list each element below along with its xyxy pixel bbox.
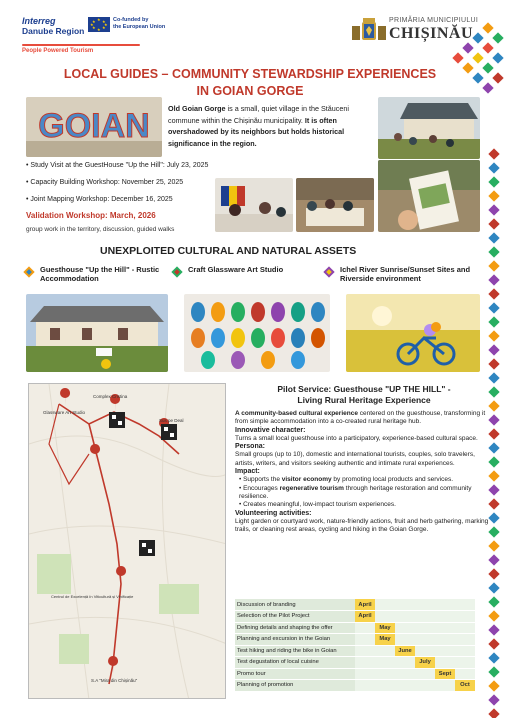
schedule-row: [235, 645, 475, 657]
embroidery-diamond: [488, 708, 499, 718]
schedule-cell: [395, 668, 415, 680]
embroidery-diamond: [488, 218, 499, 229]
diamond-bullet-icon: [170, 265, 184, 279]
embroidery-diamond: [488, 428, 499, 439]
map-label-bus: S.A "Mira din Chișinău": [91, 678, 138, 683]
schedule-row: [235, 680, 475, 692]
schedule-table: [235, 599, 475, 692]
embroidery-diamond: [488, 582, 499, 593]
map-label-centre: Centrul de Excelență în Viticultură și Vinificație: [51, 594, 134, 599]
interreg-logo: [22, 16, 84, 36]
asset-guesthouse-label: Guesthouse "Up the Hill" - Rustic Accommodation: [40, 265, 160, 283]
impact-heading: Impact:: [235, 468, 260, 476]
assets-section-title: UNEXPLOITED CULTURAL AND NATURAL ASSETS: [100, 245, 357, 257]
embroidery-diamond: [488, 512, 499, 523]
innovative-text: Turns a small local guesthouse into a participatory, experience-based cultural space.: [235, 434, 478, 442]
workshop-photo-1: [215, 178, 293, 232]
eu-line2: the European Union: [113, 24, 166, 30]
embroidery-diamond: [488, 442, 499, 453]
riverside-photo: [346, 294, 480, 372]
chisinau-crest-icon: [350, 16, 388, 46]
schedule-cell: [355, 668, 375, 680]
embroidery-diamond: [488, 288, 499, 299]
workshop-photo-2: [296, 178, 374, 232]
schedule-cell: [435, 657, 455, 669]
schedule-cell: [395, 657, 415, 669]
asset-guesthouse: [22, 265, 162, 283]
pilot-title-line2: Living Rural Heritage Experience: [297, 395, 431, 405]
schedule-cell: [375, 611, 395, 623]
pilot-intro-bold: A community-based cultural experience: [235, 410, 358, 417]
glassware-photo: [184, 294, 330, 372]
title-line1: LOCAL GUIDES – COMMUNITY STEWARDSHIP EXPERIENCES: [63, 67, 437, 81]
guesthouse-photo: [26, 294, 168, 372]
embroidery-diamond: [488, 246, 499, 257]
impact-item: • Creates meaningful, low-impact tourism experiences.: [239, 501, 490, 509]
schedule-cell: [455, 622, 475, 634]
schedule-cell: [455, 645, 475, 657]
guesthouse-gathering-photo: [378, 97, 480, 159]
schedule-cell: [375, 680, 395, 692]
embroidery-diamond: [488, 624, 499, 635]
brochure-photo: [378, 160, 480, 232]
people-powered-tourism: [22, 44, 140, 54]
volunteering-heading: Volunteering activities:: [235, 509, 312, 517]
embroidery-diamond: [488, 456, 499, 467]
diamond-bullet-icon: [322, 265, 336, 279]
embroidery-diamond: [488, 274, 499, 285]
schedule-cell: [455, 668, 475, 680]
schedule-cell: [355, 680, 375, 692]
schedule-month: April: [355, 599, 375, 611]
embroidery-border-decoration: [486, 148, 502, 718]
schedule-month: June: [395, 645, 415, 657]
intro-bold-start: Old Goian Gorge: [168, 104, 226, 113]
pilot-description: [235, 410, 490, 534]
embroidery-diamond: [488, 232, 499, 243]
people-powered-text: People Powered Tourism: [22, 48, 94, 54]
schedule-row: [235, 634, 475, 646]
embroidery-diamond: [488, 204, 499, 215]
intro-bold-end: It is often overshadowed by its neighbors but holds historical significance in the region.: [168, 115, 345, 148]
city-name: CHIȘINĂU: [389, 25, 474, 42]
embroidery-diamond: [488, 302, 499, 313]
event-item: • Capacity Building Workshop: November 25, 2025: [26, 177, 221, 189]
map-label-studio: Glassware Art Studio: [43, 410, 86, 415]
embroidery-diamond: [488, 680, 499, 691]
impact-item: • Encourages regenerative tourism through heritage restoration and community resilience.: [239, 485, 490, 502]
embroidery-diamond: [488, 316, 499, 327]
embroidery-diamond: [488, 484, 499, 495]
schedule-row: [235, 611, 475, 623]
schedule-cell: [435, 611, 455, 623]
interreg-line2: Danube Region: [22, 26, 85, 36]
schedule-row: [235, 599, 475, 611]
schedule-cell: [355, 645, 375, 657]
schedule-cell: [375, 599, 395, 611]
pilot-title: [244, 384, 484, 406]
asset-glass-studio-label: Craft Glassware Art Studio: [188, 265, 284, 274]
schedule-row: [235, 668, 475, 680]
map-label-sus: Sus pe Deal: [159, 418, 184, 423]
embroidery-diamond: [488, 176, 499, 187]
map-label-complex: Complex Cristina: [93, 394, 128, 399]
schedule-month: July: [415, 657, 435, 669]
schedule-month: April: [355, 611, 375, 623]
eu-line1: Co-funded by: [113, 17, 149, 23]
persona-text: Small groups (up to 10), domestic and international tourists, couples, solo travelers, artists, writers, and visitors seeking authentic and intimate rural experiences.: [235, 451, 475, 467]
impact-list: [235, 476, 490, 509]
goian-sign-photo: [26, 97, 162, 157]
schedule-task: Test degustation of local cuisine: [235, 657, 355, 669]
intro-text: [168, 103, 378, 149]
embroidery-diamond: [488, 386, 499, 397]
schedule-task: Selection of the Pilot Project: [235, 611, 355, 623]
schedule-month: Sept: [435, 668, 455, 680]
page-title: [40, 66, 460, 100]
events-list: [26, 160, 221, 211]
innovative-heading: Innovative character:: [235, 426, 306, 434]
schedule-cell: [415, 622, 435, 634]
embroidery-diamond: [488, 330, 499, 341]
schedule-cell: [455, 599, 475, 611]
schedule-cell: [435, 634, 455, 646]
embroidery-diamond: [488, 372, 499, 383]
route-map: [28, 383, 226, 699]
validation-workshop: Validation Workshop: March, 2026: [26, 211, 156, 220]
embroidery-diamond: [488, 610, 499, 621]
eu-flag-icon: ★ ★ ★ ★ ★ ★ ★ ★: [88, 17, 110, 32]
interreg-line1: Interreg: [22, 16, 56, 26]
schedule-cell: [395, 634, 415, 646]
schedule-cell: [355, 657, 375, 669]
embroidery-diamond: [488, 358, 499, 369]
embroidery-diamond: [488, 400, 499, 411]
schedule-cell: [435, 645, 455, 657]
svg-text:GOIAN: GOIAN: [38, 107, 150, 145]
schedule-cell: [355, 622, 375, 634]
primaria-label: PRIMĂRIA MUNICIPIULUI: [389, 17, 479, 24]
schedule-cell: [415, 645, 435, 657]
schedule-task: Planning and excursion in the Goian: [235, 634, 355, 646]
schedule-task: Test hiking and riding the bike in Goian: [235, 645, 355, 657]
schedule-cell: [455, 634, 475, 646]
embroidery-diamond: [488, 190, 499, 201]
schedule-task: Promo tour: [235, 668, 355, 680]
embroidery-diamond: [488, 414, 499, 425]
schedule-cell: [415, 611, 435, 623]
pilot-intro-rest: centered on the guesthouse, transforming it from simple accommodation into a co-created rural heritage hub.: [235, 410, 486, 426]
schedule-month: Oct: [455, 680, 475, 692]
embroidery-diamond: [488, 148, 499, 159]
schedule-cell: [395, 622, 415, 634]
schedule-cell: [395, 599, 415, 611]
schedule-task: Defining details and shaping the offer: [235, 622, 355, 634]
schedule-cell: [415, 680, 435, 692]
diamond-bullet-icon: [22, 265, 36, 279]
intro-text1: is a small, quiet village in the Stăuceni commune within the Chișinău municipality.: [168, 104, 349, 125]
embroidery-diamond: [488, 526, 499, 537]
schedule-cell: [355, 634, 375, 646]
schedule-cell: [395, 611, 415, 623]
embroidery-diamond: [488, 260, 499, 271]
embroidery-diamond: [488, 470, 499, 481]
schedule-row: [235, 657, 475, 669]
embroidery-diamond: [488, 554, 499, 565]
asset-glass-studio: [170, 265, 320, 279]
schedule-cell: [375, 657, 395, 669]
embroidery-diamond: [488, 344, 499, 355]
schedule-cell: [375, 668, 395, 680]
title-line2: IN GOIAN GORGE: [196, 84, 304, 98]
embroidery-diamond: [488, 666, 499, 677]
schedule-cell: [435, 599, 455, 611]
embroidery-diamond: [488, 162, 499, 173]
schedule-row: [235, 622, 475, 634]
embroidery-diamond: [488, 652, 499, 663]
schedule-task: Planning of promotion: [235, 680, 355, 692]
embroidery-diamond: [488, 638, 499, 649]
embroidery-diamond: [488, 568, 499, 579]
pilot-title-line1: Pilot Service: Guesthouse "UP THE HILL" -: [277, 384, 451, 394]
persona-heading: Persona:: [235, 443, 265, 451]
schedule-cell: [415, 668, 435, 680]
eu-logo: [88, 17, 165, 32]
schedule-cell: [455, 657, 475, 669]
schedule-cell: [435, 680, 455, 692]
asset-river: [322, 265, 482, 283]
schedule-cell: [415, 599, 435, 611]
schedule-month: May: [375, 634, 395, 646]
impact-item: • Supports the visitor economy by promoting local products and services.: [239, 476, 490, 484]
schedule-cell: [455, 611, 475, 623]
volunteering-text: Light garden or courtyard work, nature-friendly actions, fruit and herb gathering, marking trails, or cleaning rest areas, cycling and hiking in the Goian Gorge.: [235, 517, 489, 534]
schedule-cell: [435, 622, 455, 634]
asset-river-label: Ichel River Sunrise/Sunset Sites and Riverside environment: [340, 265, 471, 283]
schedule-cell: [375, 645, 395, 657]
event-item: • Joint Mapping Workshop: December 16, 2025: [26, 194, 221, 206]
embroidery-diamond: [488, 694, 499, 705]
embroidery-diamond: [488, 596, 499, 607]
schedule-task: Discussion of branding: [235, 599, 355, 611]
schedule-cell: [415, 634, 435, 646]
schedule-cell: [395, 680, 415, 692]
event-item: • Study Visit at the GuestHouse "Up the Hill": July 23, 2025: [26, 160, 221, 172]
group-work-note: group work in the territory, discussion, guided walks: [26, 226, 175, 233]
schedule-month: May: [375, 622, 395, 634]
embroidery-diamond: [488, 498, 499, 509]
embroidery-diamond: [488, 540, 499, 551]
